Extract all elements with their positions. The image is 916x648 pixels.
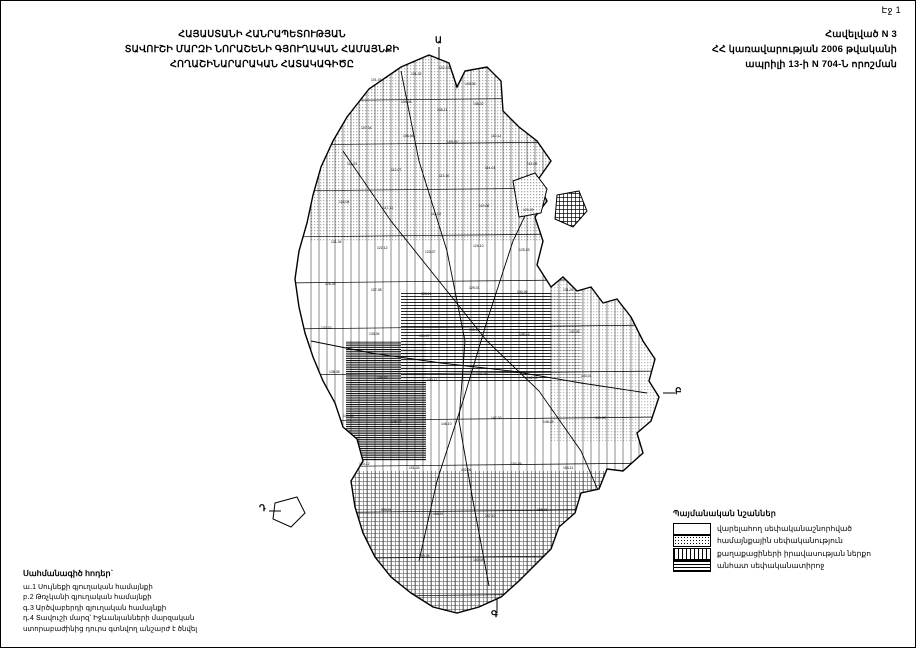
boundary-symbol-key	[23, 569, 273, 635]
svg-text:151-03: 151-03	[409, 466, 420, 470]
legend-item	[673, 523, 901, 535]
symbol-key-item: դ․4 Տավուշի մարզ՝ Իջևանյանների մարզական	[23, 615, 195, 622]
approval-line-3: ապրիլի 13-ի N 704-Ն որոշման	[745, 59, 897, 70]
legend-label: վարելահող սեփականաշնորհված	[717, 523, 852, 533]
svg-text:133-04: 133-04	[369, 332, 380, 336]
approval-line-1: Հավելված N 3	[825, 29, 897, 40]
svg-text:123-07: 123-07	[425, 250, 436, 254]
page-number: Էջ 1	[881, 5, 901, 15]
edge-label-west: Դ	[259, 503, 266, 513]
svg-text:104-08: 104-08	[401, 100, 412, 104]
svg-text:142-09: 142-09	[527, 376, 538, 380]
symbol-key-item: գ․3 Արծվաբերդի գյուղական համայնքի	[23, 604, 167, 612]
svg-text:147-02: 147-02	[491, 416, 502, 420]
legend-item	[673, 561, 901, 573]
svg-text:126-05: 126-05	[325, 282, 336, 286]
legend-swatch-dots	[673, 535, 711, 547]
svg-text:157-10: 157-10	[485, 514, 496, 518]
map-title-line-2: ՏԱՎՈՒՇԻ ՄԱՐԶԻ ՆՈՐԱՇԵՆԻ ԳՅՈՒՂԱԿԱՆ ՀԱՄԱՅՆՔԻ	[124, 44, 400, 55]
svg-text:114-01: 114-01	[485, 166, 496, 170]
edge-label-south: Գ	[491, 609, 498, 619]
svg-text:108-06: 108-06	[403, 134, 414, 138]
legend-label: անհատ սեփականատիրոջ	[717, 561, 825, 571]
svg-text:149-08: 149-08	[595, 416, 606, 420]
legend-label: համայնքային սեփականություն	[717, 536, 843, 546]
svg-text:159-05: 159-05	[419, 554, 430, 558]
svg-text:129-01: 129-01	[469, 286, 480, 290]
svg-text:115-05: 115-05	[527, 162, 538, 166]
svg-text:156-07: 156-07	[433, 512, 444, 516]
map-legend	[673, 509, 901, 573]
svg-text:143-01: 143-01	[581, 374, 592, 378]
svg-text:119-06: 119-06	[479, 204, 490, 208]
svg-text:139-03: 139-03	[377, 376, 388, 380]
svg-text:121-04: 121-04	[331, 240, 342, 244]
svg-text:148-05: 148-05	[543, 420, 554, 424]
svg-text:105-11: 105-11	[437, 108, 448, 112]
svg-text:153-09: 153-09	[511, 462, 522, 466]
svg-text:113-10: 113-10	[439, 174, 450, 178]
svg-text:145-07: 145-07	[391, 420, 402, 424]
legend-swatch-grid	[673, 548, 711, 560]
legend-title: Պայմանական նշաններ	[673, 509, 776, 518]
approval-line-2: ՀՀ կառավարության 2006 թվականի	[711, 44, 897, 55]
svg-text:117-11: 117-11	[383, 206, 394, 210]
svg-text:146-10: 146-10	[441, 422, 452, 426]
svg-text:101-02: 101-02	[411, 72, 422, 76]
symbol-key-title: Սահմանագիծ հոդեր`	[23, 569, 114, 578]
svg-text:158-01: 158-01	[537, 508, 548, 512]
svg-text:106-02: 106-02	[473, 102, 484, 106]
svg-text:154-11: 154-11	[563, 466, 574, 470]
svg-text:138-08: 138-08	[329, 370, 340, 374]
svg-text:109-09: 109-09	[447, 140, 458, 144]
svg-text:127-08: 127-08	[371, 288, 382, 292]
svg-text:128-11: 128-11	[421, 292, 432, 296]
svg-text:144-04: 144-04	[343, 414, 354, 418]
legend-label: քաղաքացիների իրավասության ներքո	[717, 548, 871, 558]
svg-text:136-12: 136-12	[519, 332, 530, 336]
svg-text:140-11: 140-11	[427, 378, 438, 382]
cadastral-map	[251, 35, 691, 621]
svg-text:125-03: 125-03	[519, 248, 530, 252]
svg-text:137-05: 137-05	[569, 330, 580, 334]
legend-swatch-blank	[673, 523, 711, 535]
svg-text:103-05: 103-05	[465, 82, 476, 86]
svg-text:132-02: 132-02	[321, 326, 332, 330]
svg-text:152-06: 152-06	[461, 468, 472, 472]
svg-text:135-10: 135-10	[469, 328, 480, 332]
legend-item	[673, 548, 901, 560]
svg-text:150-12: 150-12	[359, 462, 370, 466]
symbol-key-item: ստորաբաժինից դուրս գտնվող անշարժ է ծնվել	[23, 625, 198, 633]
svg-text:110-12: 110-12	[491, 134, 502, 138]
edge-label-east: Բ	[675, 386, 682, 396]
map-title-line-3: ՀՈՂԱՇԻՆԱՐԱՐԱԿԱՆ ՀԱՏԱԿԱԳԻԾԸ	[169, 59, 355, 70]
svg-text:134-07: 134-07	[419, 334, 430, 338]
svg-text:120-09: 120-09	[523, 208, 534, 212]
svg-text:101-01: 101-01	[371, 78, 382, 82]
svg-text:155-04: 155-04	[381, 508, 392, 512]
symbol-key-item: ա․1 Սույնեքի գյուղական համայնքի	[23, 583, 153, 591]
svg-text:102-03: 102-03	[439, 66, 450, 70]
svg-text:118-02: 118-02	[431, 212, 442, 216]
svg-text:131-09: 131-09	[563, 288, 574, 292]
svg-text:116-08: 116-08	[339, 200, 350, 204]
svg-text:130-06: 130-06	[517, 290, 528, 294]
legend-item	[673, 536, 901, 548]
svg-text:111-03: 111-03	[347, 162, 358, 166]
symbol-key-item: բ․2 Թռչկանի գյուղական համայնքի	[23, 594, 152, 601]
edge-label-north: Ա	[435, 35, 442, 45]
parcel-number-layer	[251, 41, 691, 621]
map-title-line-1: ՀԱՅԱՍՏԱՆԻ ՀԱՆՐԱՊԵՏՈՒԹՅԱՆ	[178, 29, 346, 40]
svg-text:141-06: 141-06	[477, 372, 488, 376]
svg-text:107-04: 107-04	[361, 126, 372, 130]
svg-text:124-10: 124-10	[473, 244, 484, 248]
svg-text:112-07: 112-07	[391, 168, 402, 172]
svg-text:160-08: 160-08	[473, 558, 484, 562]
legend-swatch-hatch	[673, 560, 711, 572]
svg-text:122-12: 122-12	[377, 246, 388, 250]
